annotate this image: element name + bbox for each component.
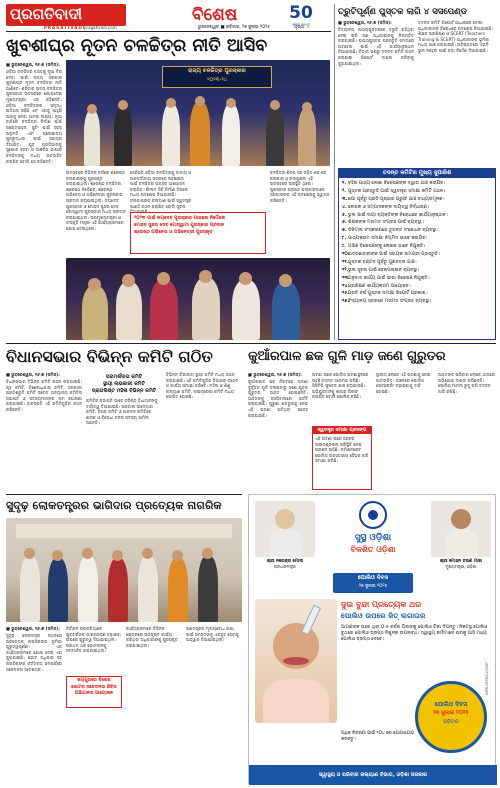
headline-kuanrpal-firing[interactable]: କୁଆଁରପାଳ ଛକ ଗୁଳି ମାଡ଼ ଜଣେ ଗୁରୁତର (248, 349, 446, 364)
mid-rule (6, 343, 496, 344)
recommendations-box (338, 168, 496, 340)
film-award-winners-photo (66, 258, 330, 340)
ad-body-text: ଆପଣଙ୍କ ଘରେ ଥିବା ୦-୫ ବର୍ଷର ପିଲାଙ୍କୁ ପୋଲିଓ ଟିକା ଦିଅନ୍ତୁ। ନିକଟସ୍ଥ ପୋଲିଓ ବୁଥରେ ପୋଲିଓ ଡ୍ରପ୍ସ ନିଶୁଳ୍କ ଉପଲବ୍ଧ। ସ୍ୱାସ୍ଥ୍ୟ କର୍ମୀମାନେ ଘରକୁ ଆସି ମଧ୍ୟ ପୋଲିଓ ଡ୍ରପ୍ସ ଦେବେ। (341, 625, 488, 642)
kuanrpal-col2: ଘଟଣା ପରେ ପୋଲିସ ଘଟଣାସ୍ଥଳରେ ପହଞ୍ଚି ତଦନ୍ତ ଆରମ୍ଭ କରିଛି। ସିସିଟିଭି ଫୁଟେଜ ଯାଞ୍ଚ କରାଯାଉଛି। ଅଭିଯୁକ୍ତଙ୍କୁ ଶୀଘ୍ର ଗିରଫ କରାଯିବ ବୋଲି ପୋଲିସ କହିଛି। (312, 372, 369, 400)
recommendation-text: ଭୁଲ ସୂଚନା ପାଇଁ ହେଲ୍ପଲାଇନ ବ୍ୟବସ୍ଥା। (348, 267, 420, 273)
child-receiving-polio-drops (255, 599, 337, 723)
democracy-subbox (66, 676, 122, 708)
recommendation-number: ୬. (342, 220, 347, 226)
recommendation-item (342, 205, 492, 211)
masthead-rule (6, 31, 331, 32)
odisha-emblem (359, 501, 387, 529)
headline-assembly-committees[interactable]: ବିଧାନସଭାର ବିଭିନ୍ନ କମିଟି ଗଠିତ (6, 347, 213, 366)
democracy-sub3: ଅଭିଯାନର ଆୟୋଜନ (74, 691, 114, 696)
ad-tagline-1: ଦୁଇ ବୁନ୍ଦା ପ୍ରତ୍ୟେକ ଥର (341, 600, 422, 609)
pm-name: ଶ୍ରୀ ନରେନ୍ଦ୍ର ମୋଦୀ (266, 559, 304, 564)
kuanrpal-byline: ■ ଭୁବନେଶ୍ୱର, ୨୬।୭ (ସମିସ): (248, 372, 302, 377)
recommendation-item (342, 299, 492, 305)
headline-democracy[interactable]: ସୁଦୃଢ଼ ଲୋକତନ୍ତ୍ରର ଭାଗିଦାର ପ୍ରତ୍ୟେକ ନାଗରିକ (6, 499, 222, 512)
column-rule (334, 4, 335, 340)
masthead-logo-text: ପ୍ରଗତିବାଦୀ (10, 5, 83, 23)
democracy-byline: ■ ଭୁବନେଶ୍ୱର, ୨୬।୭ (ସମିସ): (6, 626, 60, 631)
recommendation-number: ୨. (342, 188, 347, 194)
ad-slogan-2: ବିକଶିତ ଓଡ଼ିଶା (350, 545, 396, 554)
recommendation-item (342, 213, 492, 219)
recommendation-number: ୧୬. (342, 299, 350, 305)
polio-badge-title: ପୋଲିଓ ଦିବସ (357, 575, 389, 581)
headline-textbook-suspension[interactable]: ତ୍ରୁଟିପୂର୍ଣ୍ଣ ପୁସ୍ତକ ଲାଗି ୪ ସସପେଣ୍ଡ (338, 7, 468, 17)
kuanrpal-box-text: ଏହି ଘଟଣା ପରେ ସହରର ଆଇନଶୃଙ୍ଖଳା ପରିସ୍ଥିତି ନେଇ ପ୍ରଶ୍ନ ଉଠିଛି। କମିଶନରେଟ ପୋଲିସ ଉଚ୍ଚସ୍ତରୀୟ ବୈଠକ କରି ସମୀକ୍ଷା କରିଛି। (315, 436, 369, 464)
polio-day-badge (333, 573, 413, 593)
recommendation-item (342, 260, 492, 266)
dateline: ଭୁବନେଶ୍ୱର ■ ରବିବାର, ୨୭ ଜୁଲାଇ ୨୦୨୫ (198, 25, 270, 30)
recommendations-list (339, 178, 495, 305)
film-policy-byline: ■ ଭୁବନେଶ୍ୱର, ୨୬।୭ (ସମିସ): (6, 62, 60, 67)
circle-day: ରବିବାର (443, 719, 459, 725)
democracy-text1: ସୁଦୃଢ଼ ଲୋକତନ୍ତ୍ର ଗଠନରେ ପ୍ରତ୍ୟେକ ନାଗରିକଙ୍କ ଭୂମିକା ଗୁରୁତ୍ୱପୂର୍ଣ୍ଣ। ଏକ କାର୍ଯ୍ୟକ୍ରମରେ ଯୋଗ ଦେଇ ଏହା କୁହାଯାଇଛି। ଭୋଟ ଅଧିକାର ସହ ନାଗରିକଙ୍କ କର୍ତ୍ତବ୍ୟ ସମ୍ପର୍କରେ ସଚେତନତା ଆବଶ୍ୟକ। (6, 633, 62, 672)
film-policy-col4: ଚଳଚ୍ଚିତ୍ର ଶିଳ୍ପ ସହ ଜଡ଼ିତ ଶହ ଶହ କଳାକାର ଓ କଳାକୁଶଳୀ ଏହି ଉତ୍ସବରେ ଉପସ୍ଥିତ ଥିଲେ। ପୁରସ୍କାର ପ୍ରାପ୍ତ କଳାକାରମାନେ ସରକାରଙ୍କ ଏହି ପଦକ୍ଷେପକୁ ସ୍ୱାଗତ କରିଛନ୍ତି। (270, 170, 330, 203)
ad-footer-note: ଅଧିକ ବିବରଣୀ ପାଇଁ ୧୦୪ ରେ ଯୋଗାଯୋଗ କରନ୍ତୁ। (341, 731, 415, 742)
recommendation-text: ଭୁଲ ପାଇଁ ଦାୟୀ ବ୍ୟକ୍ତିଙ୍କ ବିରୋଧରେ କାର୍ଯ୍ୟାନୁଷ୍ଠାନ। (348, 212, 448, 218)
recommendation-text: ଅଭିଜ୍ଞ ବିଶେଷଜ୍ଞଙ୍କୁ ଲେଖକ ଭାବେ ନିଯୁକ୍ତି। (348, 244, 426, 250)
recommendation-number: ୧୫. (342, 291, 350, 297)
award-banner-year: ୨୦୨୩-୨୪ (206, 77, 228, 83)
recommendation-text: ବିଦ୍ୟାଳୟ ସ୍ତରରେ ମତାମତ ସଂଗ୍ରହ ବ୍ୟବସ୍ଥା। (348, 299, 432, 305)
kuanrpal-col4: ଆହତଙ୍କ ପରିବାର ଲୋକେ ଥାନାରେ ଅଭିଯୋଗ ଦାଖଲ କରିଛନ୍ତି। ପୋଲିସ ମାମଲା ରୁଜୁ କରି ତଦନ୍ତ ଜାରି ରଖିଛି। (438, 372, 496, 394)
film-policy-col2: ଉତ୍ସବରେ ବିଭିନ୍ନ ବର୍ଗରେ ଶ୍ରେଷ୍ଠ କଳାକାରଙ୍କୁ ପୁରସ୍କୃତ କରାଯାଇଥିଲା। ଶ୍ରେଷ୍ଠ ଚଳଚ୍ଚିତ୍ର, ଶ୍ରେଷ୍ଠ ନିର୍ଦ୍ଦେଶକ, ଶ୍ରେଷ୍ଠ ଅଭିନେତା ଓ ଅଭିନେତ୍ରୀ ପୁରସ୍କାର ପ୍ରଦାନ କରାଯାଇଥିଲା। ଜୟଦେବ ପୁରସ୍କାର ଓ ମୋହନ ସୁନ୍ଦର ଦେବ ଗୋସ୍ୱାମୀ ପୁରସ୍କାର ମଧ୍ୟ ପ୍ରଦାନ କରାଯାଇଥିଲା। ଉପମୁଖ୍ୟମନ୍ତ୍ରୀ ଓ ସଂସ୍କୃତି ମନ୍ତ୍ରୀ ଏହି କାର୍ଯ୍ୟକ୍ରମରେ ଯୋଗ ଦେଇଥିଲେ। (66, 170, 126, 231)
democracy-rule (6, 494, 242, 495)
assembly-col3: ବିଭିନ୍ନ ବିଭାଗୀୟ ସ୍ଥାୟୀ କମିଟି ମଧ୍ୟ ଗଠନ କରାଯାଇଛି। ଏହି କମିଟିଗୁଡ଼ିକ ବିଭାଗର ବଜେଟ ଓ କାର୍ଯ୍ୟ ସମୀକ୍ଷା କରିବେ। ମହିଳା ଓ ଶିଶୁ କଲ୍ୟାଣ କମିଟି, ଲାଇବ୍ରେରୀ କମିଟି ମଧ୍ୟ ଘୋଷିତ ହୋଇଛି। (166, 372, 239, 400)
recommendation-text: ଛାତ୍ରଛାତ୍ରୀଙ୍କ ପାଇଁ ସହାୟକ ସାମଗ୍ରୀ ପ୍ରସ୍ତୁତି। (348, 252, 440, 258)
assembly-text1: ବିଧାନସଭାର ବିଭିନ୍ନ କମିଟି ଗଠନ କରାଯାଇଛି। ଗୃହ କମିଟି, ବିଶେଷାଧିକାର କମିଟି, ସରକାରୀ ପ୍ରତିଶ୍ରୁତି କମିଟି ସମେତ ଅନ୍ୟାନ୍ୟ କମିଟିର ସଭାପତି ଓ ସଦସ୍ୟମାନଙ୍କ ନାମ ଘୋଷଣା କରାଯାଇଛି। ବାଚସ୍ପତି ଏହି କମିଟିଗୁଡ଼ିକ ଗଠନ କରିଛନ୍ତି। (6, 379, 82, 413)
anniversary-number: 50 (289, 3, 313, 23)
circle-date: ୨୭ ଜୁଲାଇ ୨୦୨୫ (433, 710, 469, 716)
recommendation-number: ୧୩. (342, 275, 350, 281)
film-policy-col1 (6, 62, 62, 312)
ad-tagline-2: ପୋଲିଓ ଉପରେ ଜିତ୍ ଲଗାତାର (341, 611, 426, 620)
ad-footer-text: ସ୍ୱାସ୍ଥ୍ୟ ଓ ପରିବାର କଲ୍ୟାଣ ବିଭାଗ, ଓଡ଼ିଶା ସରକାର (318, 772, 428, 778)
circle-title: ପୋଲିଓ ଦିବସ (434, 701, 468, 708)
kuanrpal-col3: ସ୍ଥାନୀୟ ଲୋକେ ଏହି ଘଟଣାକୁ ନେଇ ଆତଙ୍କିତ। ଅଞ୍ଚଳରେ ପୋଲିସ ପେଟ୍ରୋଲିଂ ବଢ଼ାଇବାକୁ ଦାବି ହୋଇଛି। (376, 372, 431, 394)
recommendation-item (342, 291, 492, 297)
kuanrpal-box-title: ସ୍ୱତନ୍ତ୍ର ସମୀକ୍ଷା ପ୍ରସଙ୍ଗ (313, 427, 371, 434)
cm-title: ମୁଖ୍ୟମନ୍ତ୍ରୀ, ଓଡ଼ିଶା (445, 564, 477, 569)
recommendation-number: ୧. (342, 181, 347, 186)
assembly-sub1: ପରାମର୍ଶଦାତା କମିଟି (105, 374, 143, 380)
highlight-item: ମୋହନ ସୁନ୍ଦର ଦେବ ଗୋସ୍ୱାମୀ ପୁରସ୍କାର ପ୍ରଦାନ (134, 223, 225, 228)
recommendation-text: ଅନୁବାଦ କାର୍ଯ୍ୟ ପାଇଁ ଭାଷା ବିଶେଷଜ୍ଞ ନିଯୁକ୍ତି। (348, 275, 430, 281)
recommendation-item (342, 276, 492, 282)
film-policy-text1: ଓଡ଼ିଆ ଚଳଚ୍ଚିତ୍ର ଜଗତକୁ ନୂଆ ଦିଗ ଦେବା ପାଇଁ ରାଜ୍ୟ ସରକାର ଖୁବଶୀଘ୍ର ନୂତନ ଚଳଚ୍ଚିତ୍ର ନୀତି ଆଣିବେ। ଶନିବାର ରାଜ୍ୟ ଚଳଚ୍ଚିତ୍ର ପୁରସ୍କାର ଉତ୍ସବରେ ଯୋଗଦେଇ ମୁଖ୍ୟମନ୍ତ୍ରୀ ଏହା କହିଛନ୍ତି। ଓଡ଼ିଆ ଚଳଚ୍ଚିତ୍ରର ସମୃଦ୍ଧ ଇତିହାସ ରହିଛି ଏବଂ ଏହାକୁ ଆହୁରି ଆଗକୁ ନେବା ଆମର ଲକ୍ଷ୍ୟ। ନୂଆ ନୀତିରେ ଚଳଚ୍ଚିତ୍ର ନିର୍ମାଣ ପାଇଁ ପ୍ରୋତ୍ସାହନ, ସୁଟିଂ ପାଇଁ ସହଜ ଅନୁମତି ଏବଂ ପ୍ରେକ୍ଷାଳୟ ପୁନରୁଦ୍ଧାର ପାଇଁ ସହାୟତା ଦିଆଯିବ। ଯୁବ ପ୍ରତିଭାଙ୍କୁ ସୁଯୋଗ ଦେବା ଓ ଆଞ୍ଚଳିକ ଭାଷାର ଚଳଚ୍ଚିତ୍ରକୁ ମଧ୍ୟ ଉତ୍ସାହିତ କରାଯିବ ବୋଲି ସେ କହିଛନ୍ତି। (6, 69, 62, 164)
pm-title: ପ୍ରଧାନମନ୍ତ୍ରୀ (273, 564, 297, 569)
recommendation-text: ପ୍ରତି ବର୍ଷ ପୁସ୍ତକ ସମୀକ୍ଷା ରିପୋର୍ଟ ପ୍ରକାଶ। (348, 291, 428, 297)
cm-name: ଶ୍ରୀ ମୋହନ ଚରଣ ମାଝୀ (439, 559, 483, 564)
recommendation-number: ୮. (342, 236, 347, 242)
section-title: ବିଶେଷ (192, 5, 238, 25)
assembly-sub2: ସ୍ଥାୟୀ ଲାଭକାରୀ କମିଟି (102, 381, 145, 387)
democracy-col4: ଗଣତନ୍ତ୍ରର ମୂଲ୍ୟବୋଧ ରକ୍ଷା ପାଇଁ ସମସ୍ତଙ୍କୁ ଏକଜୁଟ ହେବାକୁ ଆହ୍ୱାନ ଦିଆଯାଇଥିଲା। (186, 626, 239, 643)
recommendation-item (342, 252, 492, 258)
democracy-sub2: ଭୋଟର ସଚେତନତା ଶିବିର (71, 684, 117, 690)
award-banner-title: ରାଜ୍ୟ ଚଳଚ୍ଚିତ୍ର ପୁରସ୍କାର (188, 68, 246, 74)
democracy-col1 (6, 626, 62, 784)
award-stage-banner (162, 66, 272, 88)
recommendation-text: ପୁସ୍ତକ ବଣ୍ଟନ ପୂର୍ବରୁ ଗୁଣବତ୍ତା ଯାଞ୍ଚ। (348, 259, 417, 265)
assembly-subheads (86, 374, 162, 395)
recommendation-number: ୧୪. (342, 283, 350, 289)
assembly-col1 (6, 372, 82, 490)
textbook-byline: ■ ଭୁବନେଶ୍ୱର, ୨୬।୭ (ସମିସ): (338, 20, 392, 25)
polio-day-circle (415, 681, 487, 753)
textbook-col1 (338, 20, 414, 166)
anniversary-word: ସୁବର୍ଣ୍ଣ ଜୟନ୍ତୀ (292, 22, 310, 26)
democracy-col3: କାର୍ଯ୍ୟକ୍ରମରେ ବିଭିନ୍ନ କ୍ଷେତ୍ରରେ ଉତ୍କୃଷ୍ଟ କାର୍ଯ୍ୟ କରିଥିବା ଅଧିକାରୀଙ୍କୁ ପୁରସ୍କୃତ କରାଯାଇଥିଲା। (126, 626, 178, 648)
highlight-item: ୨୦୨୩ ପାଇଁ ଜୟଦେବ ପୁରସ୍କାର ପାଇଲେ ନିର୍ଦ୍ଦେଶକ (134, 216, 226, 221)
film-policy-col3: ସେହିପରି ଓଡ଼ିଆ ଚଳଚ୍ଚିତ୍ରକୁ ଜାତୀୟ ଓ ଆନ୍ତର୍ଜାତୀୟ ସ୍ତରରେ ପହଞ୍ଚାଇବା ପାଇଁ ଚଳଚ୍ଚିତ୍ର ଉତ୍ସବ ଆୟୋଜନ କରାଯିବ। ଫିଲ୍ମ ସିଟି ନିର୍ମାଣ ଦିଗରେ ମଧ୍ୟ ପଦକ୍ଷେପ ନିଆଯାଉଛି। କଳାକାରଙ୍କ କଲ୍ୟାଣ ପାଇଁ ସ୍ୱତନ୍ତ୍ର ପାଣ୍ଠି ଗଠନ କରାଯିବ ବୋଲି ସୂଚନା ଦିଆଯାଇଛି। (130, 170, 192, 215)
recommendation-item (342, 197, 492, 203)
cm-portrait (431, 501, 491, 557)
recommendation-text: ଶିକ୍ଷକଙ୍କ ମତାମତ ସଂଗ୍ରହ ପାଇଁ ବ୍ୟବସ୍ଥା। (348, 220, 424, 226)
headline-film-policy[interactable]: ଖୁବଶୀଘ୍ର ନୂତନ ଚଳଚ୍ଚିତ୍ର ନୀତି ଆସିବ (6, 36, 268, 56)
film-award-stage-photo (66, 60, 330, 166)
polio-badge-date: ୨୭ ଜୁଲାଇ ୨୦୨୫ (358, 584, 388, 589)
recommendation-number: ୧୧. (342, 259, 349, 265)
kuanrpal-col1 (248, 372, 308, 490)
recommendation-text: ବହିର ପାଠ୍ୟ ଲେଖା ବିଶେଷଜ୍ଞଙ୍କ ଦ୍ୱାରା ଯାଞ୍ଚ କରାଯିବ। (348, 181, 446, 186)
recommendation-item (342, 181, 492, 187)
recommendation-text: ଡିଜିଟାଲ ସଂସ୍କରଣରେ ତୁରନ୍ତ ସଂଶୋଧନ ବ୍ୟବସ୍ଥା। (348, 228, 439, 234)
recommendation-item (342, 189, 492, 195)
recommendation-number: ୪. (342, 204, 347, 210)
recommendation-text: ପାଠ୍ୟକ୍ରମ ସମୀକ୍ଷା ନିୟମିତ ଭାବେ କରାଯିବ। (348, 236, 428, 242)
recommendation-number: ୧୦. (342, 252, 350, 258)
assembly-sub3: ପ୍ରାଗଲିଷ୍ଟ ମହିଳା ବିଭିନ୍ନ କମିଟି (91, 388, 157, 394)
textbook-col2: ତଦନ୍ତ କମିଟି ରିପୋର୍ଟ ଆଧାରରେ ଦୋଷୀ ଅଧିକାରୀଙ୍କ ବିରୋଧରେ ପଦକ୍ଷେପ ନିଆଯାଇଛି। ଶିକ୍ଷକ ପ୍ରଶିକ୍ଷଣ ଓ SCERT (Teachers Training & SCERT) ଅଧିକାରୀଙ୍କ ଭୂମିକା ମଧ୍ୟ ଯାଞ୍ଚ କରାଯାଉଛି। ଭବିଷ୍ୟତରେ ଏଭଳି ଭୁଲ ନହେବା ପାଇଁ କଡ଼ା ନିର୍ଦ୍ଦେଶ ଦିଆଯାଇଛି। (418, 20, 494, 53)
recommendation-number: ୩. (342, 196, 348, 202)
assembly-col2: କମିଟିର ସଭାପତି ଭାବେ ବରିଷ୍ଠ ବିଧାୟକଙ୍କୁ ଦାୟିତ୍ୱ ଦିଆଯାଇଛି। ସରକାରୀ ଉଦ୍ୟୋଗ କମିଟି, ହିସାବ କମିଟି ଓ ଆକଳନ କମିଟିରେ ଶାସକ ଓ ବିରୋଧୀ ଦଳର ସଦସ୍ୟ ସାମିଲ ଅଛନ୍ତି। (86, 398, 158, 426)
democracy-col2: ନିର୍ବାଚନ ପ୍ରକ୍ରିୟାରେ ଯୁବବର୍ଗଙ୍କ ଅଂଶଗ୍ରହଣ ବଢ଼ାଇବା ଉପରେ ଗୁରୁତ୍ୱ ଦିଆଯାଇଥିଲା। ପ୍ରଥମ ଥର ଭୋଟରଙ୍କୁ ସମ୍ମାନିତ କରାଯାଇଥିଲା। (66, 626, 122, 654)
recommendation-text: ଲେଖକ ଓ ସମ୍ପାଦକଙ୍କ ଦାୟିତ୍ୱ ନିର୍ଦ୍ଧାରଣ। (348, 204, 430, 210)
ad-footer-bar (249, 765, 497, 785)
democracy-sub1: ଜୟପୁରରେ ବିଶେଷ (77, 678, 111, 683)
recommendation-item (342, 284, 492, 290)
recommendation-item (342, 236, 492, 242)
recommendation-number: ୭. (342, 228, 347, 234)
recommendation-item (342, 220, 492, 226)
masthead-logo[interactable] (6, 4, 126, 26)
masthead-site[interactable]: pragativadi.com (84, 25, 117, 30)
highlight-item: ଶ୍ରେଷ୍ଠ ଅଭିନେତା ଓ ଅଭିନେତ୍ରୀ ପୁରସ୍କୃତ (134, 230, 213, 235)
recommendation-item (342, 228, 492, 234)
kuanrpal-box (312, 426, 372, 490)
kuanrpal-text1: କୁଆଁରପାଳ ଛକ ନିକଟରେ ଅଜଣା ଦୁର୍ବୃତ୍ତ ଗୁଳି ଚଳାଇବାରୁ ଜଣେ ଯୁବକ ଗୁରୁତର ଆହତ ହୋଇଛନ୍ତି। ଆହତଙ୍କୁ ହସପିଟାଲରେ ଭର୍ତ୍ତି କରାଯାଇଛି। ପୁରୁଣା ଶତ୍ରୁତାକୁ ନେଇ ଏହି ଘଟଣା ଘଟିଥିବା ସନ୍ଦେହ କରାଯାଉଛି। (248, 379, 308, 418)
ad-code: OIPR-1993/11/0287 (485, 661, 489, 695)
recommendation-text: ଛପା ପୂର୍ବରୁ ପ୍ରତି ପୃଷ୍ଠାର ପ୍ରୁଫ ଯାଞ୍ଚ ବାଧ୍ୟତାମୂଳକ। (348, 196, 445, 202)
polio-ad[interactable] (248, 494, 496, 784)
film-policy-highlights (130, 212, 266, 254)
recommendation-number: ୧୨. (342, 267, 349, 273)
recommendation-number: ୫. (342, 212, 347, 218)
recommendations-title: ତଦନ୍ତ କମିଟିର ମୁଖ୍ୟ ସୁପାରିଶ (339, 169, 495, 178)
recommendation-text: ପୁସ୍ତକ ପ୍ରସ୍ତୁତି ପାଇଁ ସ୍ୱତନ୍ତ୍ର ସମୀକ୍ଷା କମିଟି ଗଠନ। (348, 188, 446, 194)
recommendation-item (342, 244, 492, 250)
textbook-text1: ବିଦ୍ୟାଳୟ ପାଠ୍ୟପୁସ୍ତକରେ ତ୍ରୁଟି ରହିଥିବା ନେଇ ଚାରି ଜଣ ଅଧିକାରୀଙ୍କୁ ନିଲମ୍ବିତ କରାଯାଇଛି। ପାଠ୍ୟପୁସ୍ତକ ପ୍ରସ୍ତୁତି ସମୟରେ ଅବହେଳା ପାଇଁ ଏହି କାର୍ଯ୍ୟାନୁଷ୍ଠାନ ନିଆଯାଇଛି। ବିଭାଗ ପକ୍ଷରୁ ତଦନ୍ତ କମିଟି ଗଠନ କରାଯାଇ ରିପୋର୍ଟ ଦାଖଲ କରିବାକୁ କୁହାଯାଇଥିଲା। (338, 27, 414, 66)
recommendation-number: ୯. (342, 244, 347, 250)
masthead-logo-sub: PRAGATIVADI (44, 25, 86, 30)
recommendation-item (342, 268, 492, 274)
democracy-event-photo (6, 518, 242, 622)
recommendation-text: ପ୍ରଶିକ୍ଷଣ କାର୍ଯ୍ୟକ୍ରମ ଆୟୋଜନ। (348, 283, 411, 289)
ad-slogan-1: ସୁସ୍ଥ ଓଡ଼ିଶା (354, 533, 392, 543)
assembly-byline: ■ ଭୁବନେଶ୍ୱର, ୨୬।୭ (ସମିସ): (6, 372, 60, 377)
page-label: ପୃଷ୍ଠା: ୯ (294, 25, 310, 30)
pm-portrait (255, 501, 315, 557)
